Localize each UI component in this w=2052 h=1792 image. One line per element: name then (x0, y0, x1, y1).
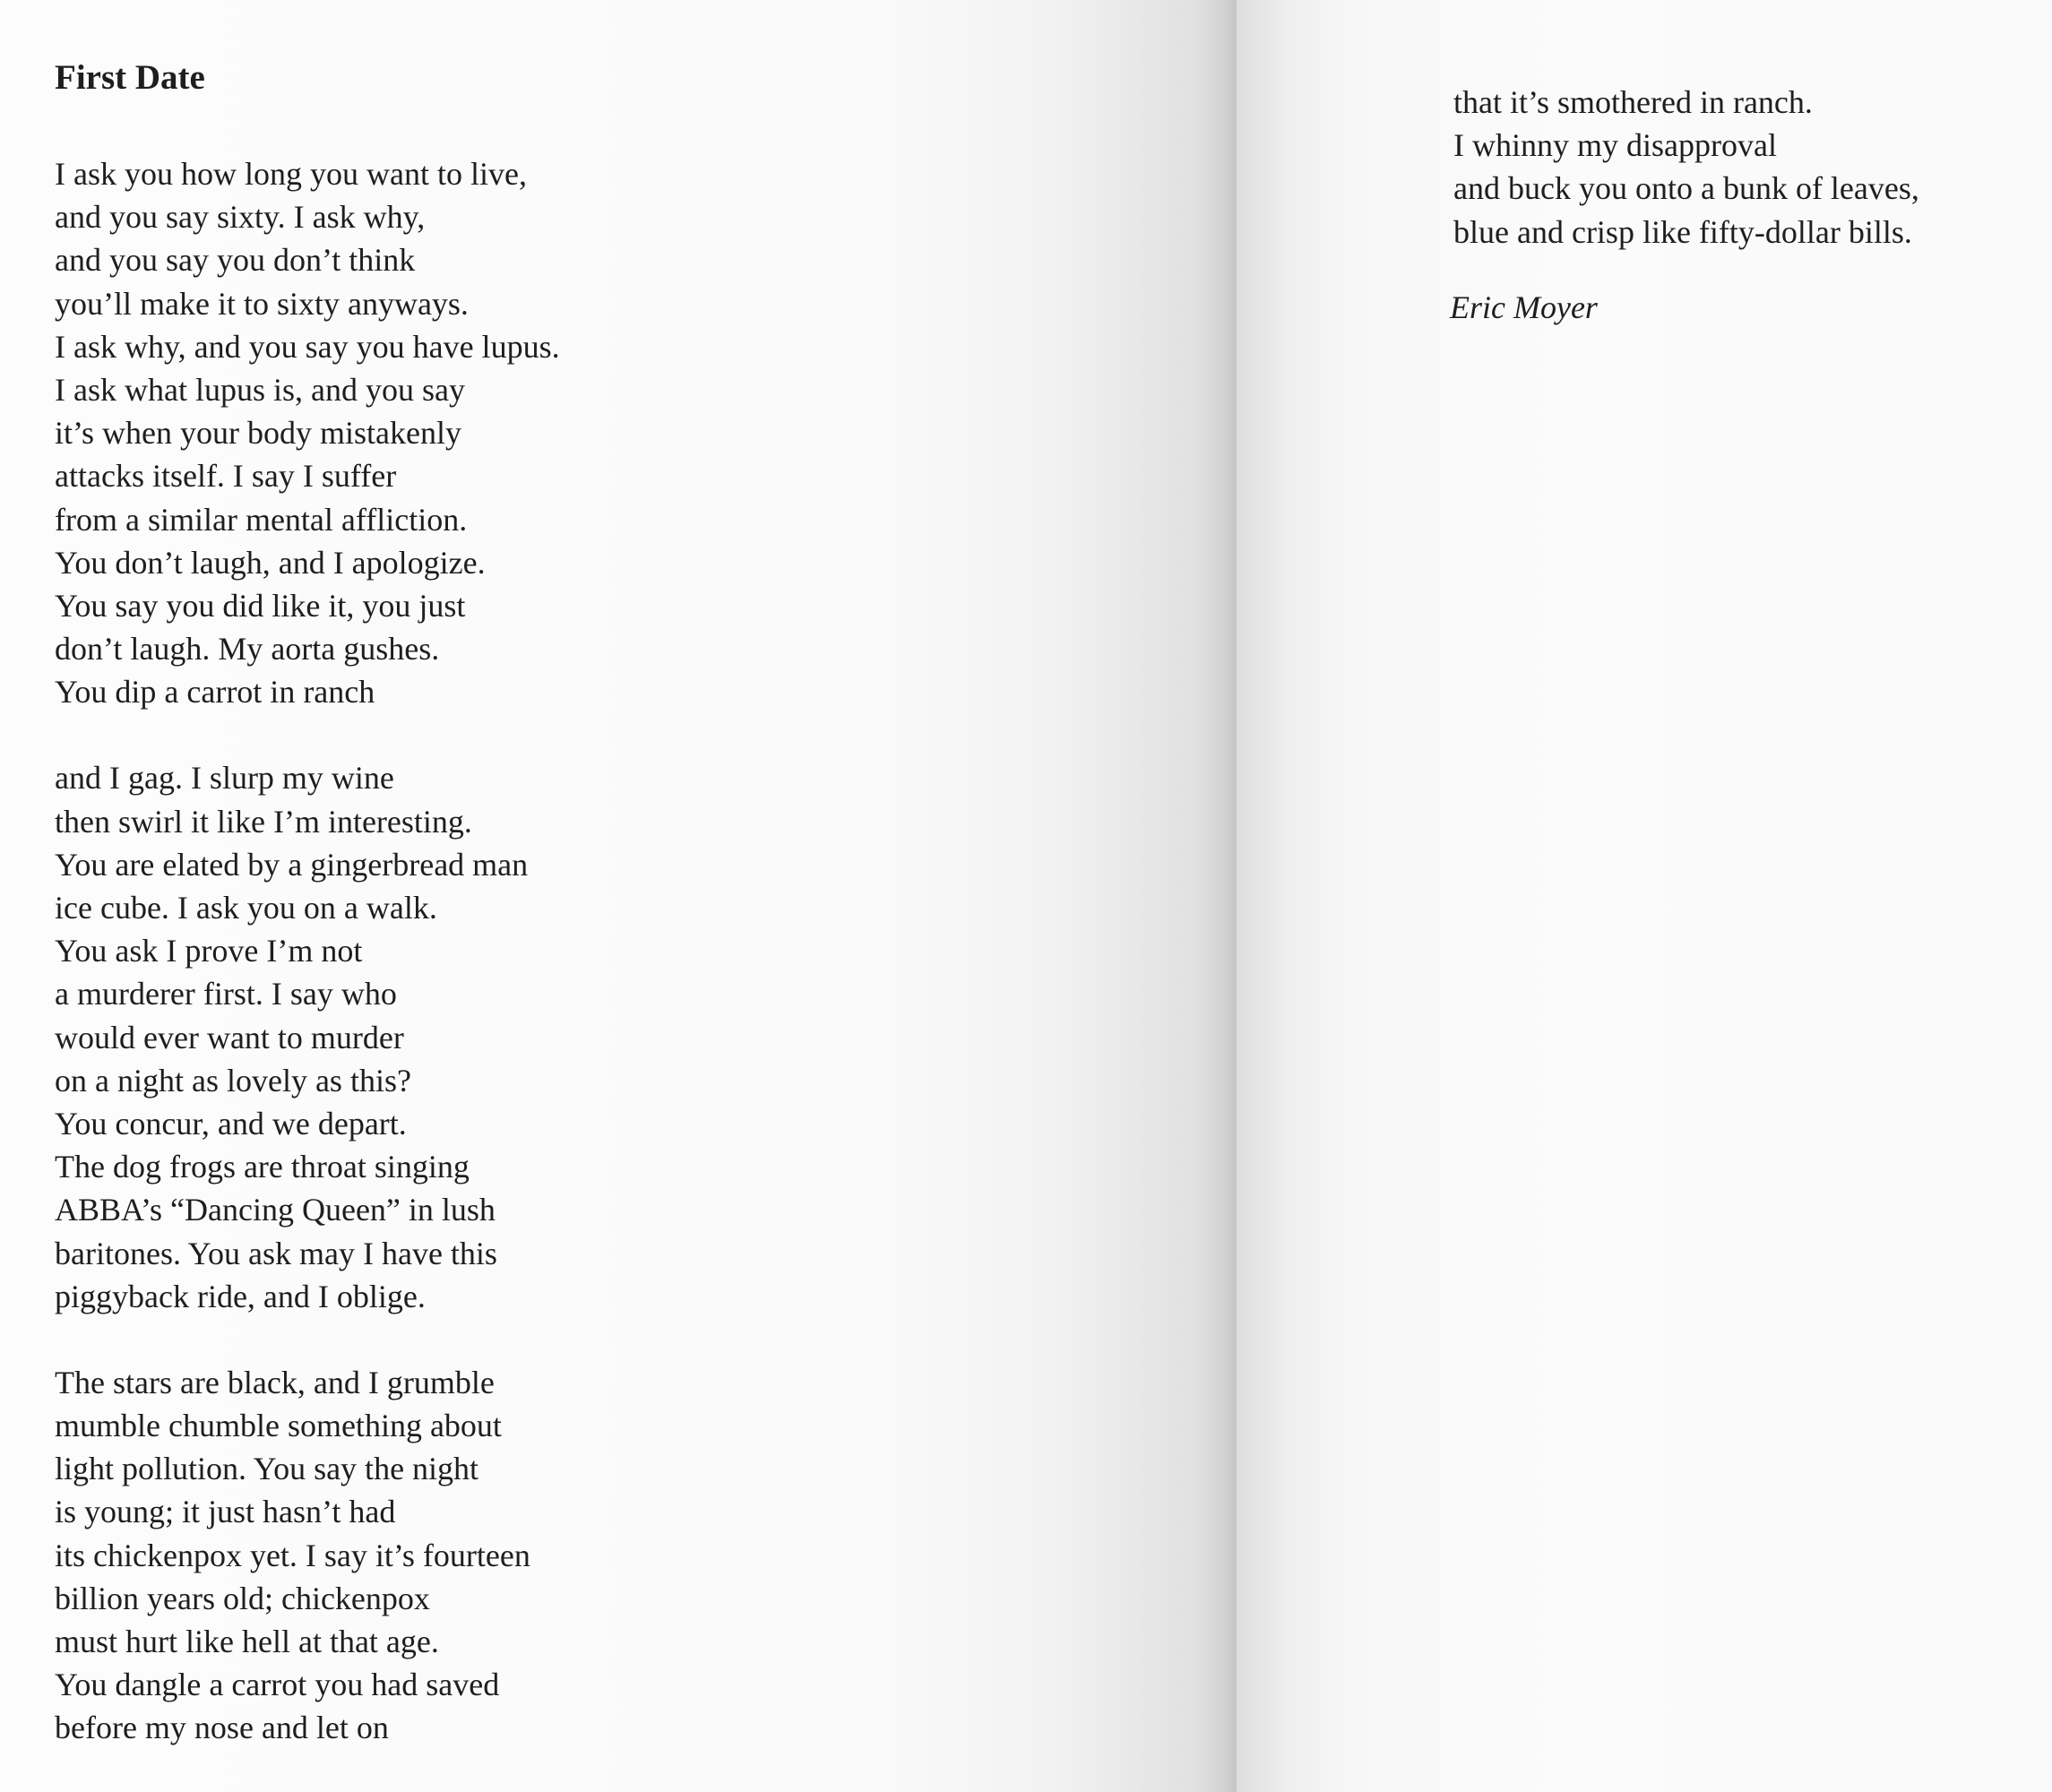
poem-line: before my nose and let on (55, 1710, 389, 1746)
poem-line: You don’t laugh, and I apologize. (55, 544, 486, 581)
poem-line: and I gag. I slurp my wine (55, 760, 394, 797)
poem-line: The dog frogs are throat singing (55, 1149, 470, 1185)
poem-line: You ask I prove I’m not (55, 933, 363, 969)
stanza-2 (55, 756, 560, 1317)
poem-line: I ask you how long you want to live, (55, 156, 527, 192)
poem-line: light pollution. You say the night (55, 1451, 479, 1487)
poem-line: and you say sixty. I ask why, (55, 199, 426, 236)
poem-line: mumble chumble something about (55, 1408, 502, 1444)
left-poem-column (55, 152, 560, 1750)
poem-line: that it’s smothered in ranch. (1453, 84, 1813, 120)
stanza-break (55, 1318, 560, 1361)
poem-line: a murderer first. I say who (55, 976, 397, 1012)
poem-line: from a similar mental affliction. (55, 501, 468, 538)
poem-line: must hurt like hell at that age. (55, 1624, 439, 1659)
stanza-1 (55, 152, 560, 713)
right-poem-column (1453, 81, 1919, 254)
poem-author: Eric Moyer (1450, 289, 1598, 325)
poem-line: billion years old; chickenpox (55, 1580, 430, 1616)
poem-line: baritones. You ask may I have this (55, 1235, 497, 1271)
poem-line: on a night as lovely as this? (55, 1062, 411, 1098)
poem-line: you’ll make it to sixty anyways. (55, 285, 469, 322)
poem-line: You say you did like it, you just (55, 587, 466, 624)
poem-line: ice cube. I ask you on a walk. (55, 890, 437, 926)
poem-line: would ever want to murder (55, 1019, 404, 1055)
poem-line: The stars are black, and I grumble (55, 1364, 495, 1400)
poem-line: it’s when your body mistakenly (55, 415, 461, 452)
poem-line: I ask why, and you say you have lupus. (55, 328, 560, 365)
poem-line: don’t laugh. My aorta gushes. (55, 631, 440, 668)
right-page (1237, 0, 2052, 1792)
poem-line: You are elated by a gingerbread man (55, 846, 529, 883)
poem-line: piggyback ride, and I oblige. (55, 1278, 426, 1314)
poem-line: You dangle a carrot you had saved (55, 1667, 500, 1703)
stanza-break (55, 713, 560, 756)
poem-line: is young; it just hasn’t had (55, 1494, 396, 1530)
poem-line: ABBA’s “Dancing Queen” in lush (55, 1192, 496, 1228)
stanza-3 (55, 1361, 560, 1750)
poem-line: blue and crisp like fifty-dollar bills. (1453, 213, 1912, 250)
poem-line: and you say you don’t think (55, 242, 416, 279)
poem-title: First Date (55, 58, 205, 97)
poem-line: You concur, and we depart. (55, 1105, 407, 1142)
poem-line: I ask what lupus is, and you say (55, 371, 465, 408)
poem-line: I whinny my disapproval (1453, 127, 1777, 164)
poem-line: then swirl it like I’m interesting. (55, 803, 472, 840)
poem-line: You dip a carrot in ranch (55, 674, 375, 711)
poem-line: attacks itself. I say I suffer (55, 458, 397, 495)
poem-line: and buck you onto a bunk of leaves, (1453, 170, 1919, 207)
poem-line: its chickenpox yet. I say it’s fourteen (55, 1537, 530, 1573)
